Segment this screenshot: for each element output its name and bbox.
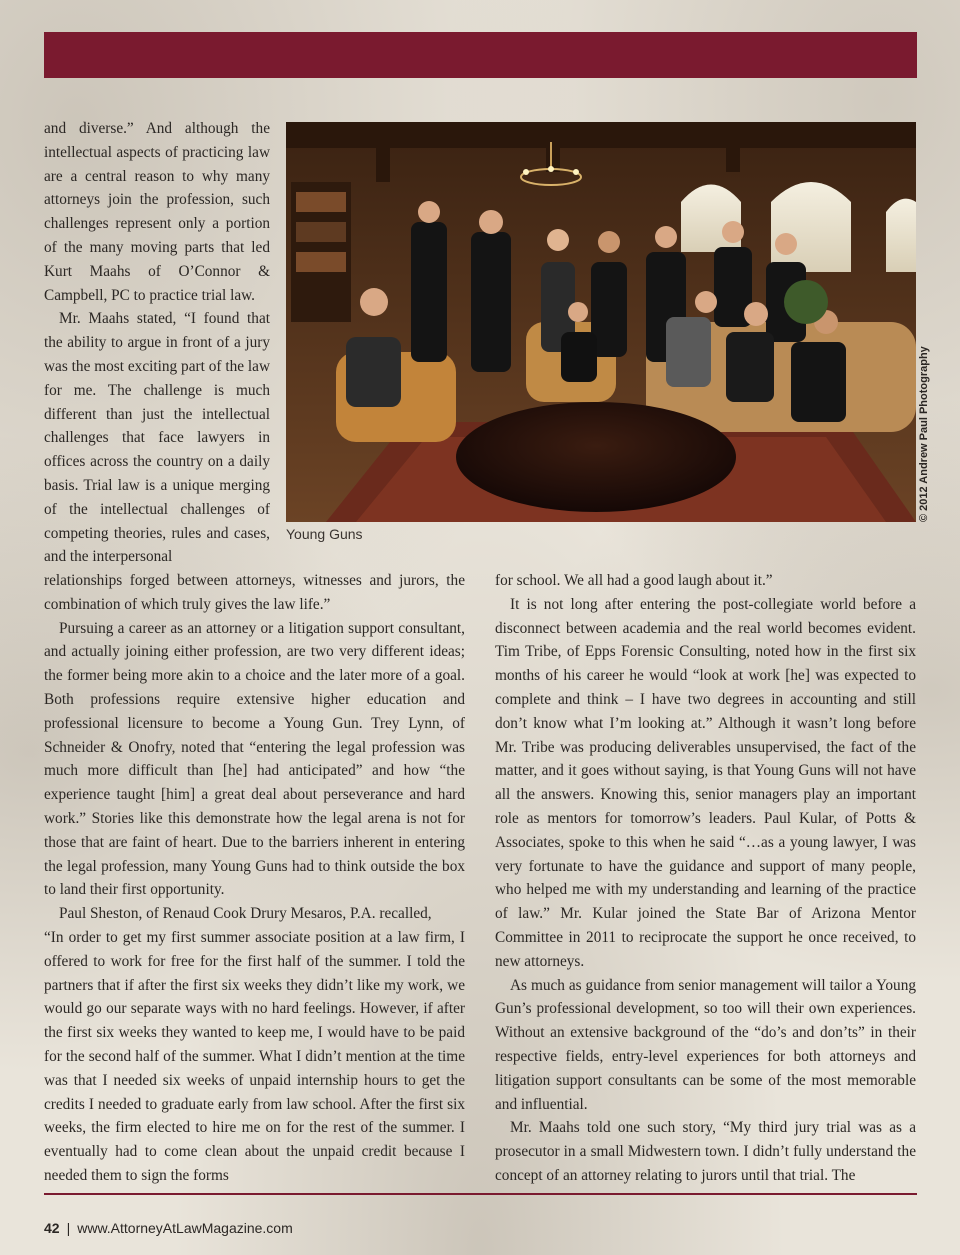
article-column-left <box>44 569 465 1188</box>
footer-separator: | <box>66 1220 71 1236</box>
article-column-narrow <box>44 117 270 569</box>
page-number: 42 <box>44 1220 60 1236</box>
paragraph: for school. We all had a good laugh about it.” <box>495 572 773 589</box>
paragraph: As much as guidance from senior management will tailor a Young Gun’s professional development, so too will their own experiences. Without an extensive background of the “do’s and don’ts” in their respective fields, entry-level experiences for both attorneys and litigation support consultants can be some of the most memorable and influential. <box>495 976 916 1113</box>
paragraph: relationships forged between attorneys, witnesses and jurors, the combination of which truly gives the law life.” <box>44 572 465 613</box>
paragraph: Mr. Maahs stated, “I found that the ability to argue in front of a jury was the most exciting part of the law for me. The challenge is much different than just the intellectual challenges that face lawyers in offices across the country on a daily basis. Trial law is a unique merging of the intellectual challenges of competing theories, rules and cases, and the interpersonal <box>44 310 270 566</box>
paragraph: Paul Sheston, of Renaud Cook Drury Mesaros, P.A. recalled, <box>59 905 432 923</box>
photo-caption: Young Guns <box>286 526 363 542</box>
website-link[interactable]: www.AttorneyAtLawMagazine.com <box>77 1220 293 1236</box>
footer-rule <box>44 1193 917 1195</box>
paragraph: and diverse.” And although the intellectual aspects of practicing law are a central reason to why many attorneys join the profession, such challenges represent only a portion of the many moving parts that led Kurt Maahs of O’Connor & Campbell, PC to practice trial law. <box>44 120 270 304</box>
paragraph: “In order to get my first summer associate position at a law firm, I offered to work for free for the first half of the summer. I told the partners that if after the first six weeks they didn’t like my work, we would go our separate ways with no hard feelings. However, if after the first six weeks they wanted to keep me, I would have to be paid for the second half of the summer. What I didn’t mention at the time was that I needed six weeks of unpaid internship hours to get the credits I needed to graduate early from law school. After the first six weeks, the firm elected to hire me on for the rest of the summer. I eventually had to come clean about the unpaid credit because I needed them to sign the forms <box>44 928 465 1184</box>
paragraph: It is not long after entering the post-collegiate world before a disconnect between academia and the real world becomes evident. Tim Tribe, of Epps Forensic Consulting, noted how in the first six months of his career he would “look at work [he] was expected to complete and think – I have two degrees in accounting and still don’t know what I’m looking at.” Although it wasn’t long before Mr. Tribe was producing deliverables unsupervised, the fact of the matter, and it goes without saying, is that Young Guns will not have all the answers. Knowing this, senior managers play an important role as mentors for tomorrow’s leaders. Paul Kular, of Potts & Associates, spoke to this when he said “…as a young lawyer, I was very fortunate to have the guidance and support of many people, who helped me with my understanding and learning of the practice of law.” Mr. Kular joined the State Bar of Arizona Mentor Committee in 2011 to reciprocate the support he once received, to new attorneys. <box>495 595 916 970</box>
group-photo-illustration <box>286 122 916 522</box>
page-footer <box>44 1220 293 1236</box>
header-banner <box>44 32 917 78</box>
group-photo <box>286 122 916 522</box>
article-column-right <box>495 569 916 1188</box>
paragraph: Mr. Maahs told one such story, “My third jury trial was as a prosecutor in a small Midwestern town. I didn’t fully understand the concept of an attorney relating to jurors until that trial. The <box>495 1119 916 1184</box>
photo-credit: © 2012 Andrew Paul Photography <box>918 346 930 522</box>
paragraph: Pursuing a career as an attorney or a litigation support consultant, and actually joining either profession, are two very different ideas; the former being more akin to a choice and the later more of a goal. Both professions require extensive higher education and professional licensure to become a Young Gun. Trey Lynn, of Schneider & Onofry, noted that “entering the legal profession was much more difficult than [he] had anticipated” and how “the experience taught [him] a great deal about perseverance and hard work.” Stories like this demonstrate how the legal arena is not for those that are faint of heart. Due to the barriers inherent in entering the legal profession, many Young Guns had to think outside the box to land their first opportunity. <box>44 619 465 899</box>
